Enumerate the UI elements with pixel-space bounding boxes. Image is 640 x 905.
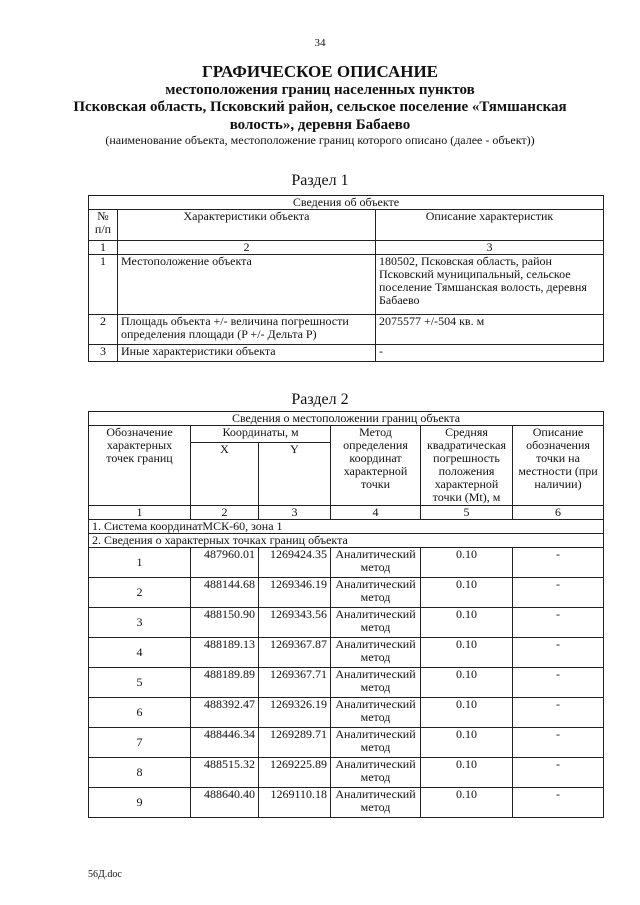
page-number: 34 — [314, 37, 326, 49]
row-number: 2 — [89, 315, 118, 345]
point-y: 1269343.56 — [259, 608, 331, 638]
section-2-title: Раздел 2 — [291, 391, 349, 408]
point-x: 488640.40 — [191, 788, 259, 818]
point-x: 488392.47 — [191, 698, 259, 728]
row-number: 1 — [89, 255, 118, 315]
point-description: - — [513, 608, 604, 638]
point-method: Аналитический метод — [331, 788, 421, 818]
point-y: 1269326.19 — [259, 698, 331, 728]
boundary-table-title: Сведения о местоположении границ объекта — [89, 412, 604, 426]
col-header-accuracy: Средняя квадратическая погрешность положения характерной точки (Mt), м — [421, 426, 513, 506]
table-row — [89, 758, 604, 788]
point-method: Аналитический метод — [331, 608, 421, 638]
table-row — [89, 638, 604, 668]
row-description: 180502, Псковская область, район Псковский муниципальный, сельское поселение Тямшанская волость, деревня Бабаево — [376, 255, 604, 315]
point-x: 488150.90 — [191, 608, 259, 638]
table-row — [89, 548, 604, 578]
table-row — [89, 728, 604, 758]
col-index: 1 — [89, 241, 118, 255]
point-accuracy: 0.10 — [421, 728, 513, 758]
points-body — [89, 548, 604, 818]
point-accuracy: 0.10 — [421, 668, 513, 698]
col-header-characteristic: Характеристики объекта — [118, 210, 376, 241]
file-name-footer: 56Д.doc — [88, 869, 122, 880]
point-description: - — [513, 638, 604, 668]
point-method: Аналитический метод — [331, 638, 421, 668]
point-number: 3 — [89, 608, 191, 638]
point-y: 1269289.71 — [259, 728, 331, 758]
row-description: - — [376, 345, 604, 362]
point-number: 6 — [89, 698, 191, 728]
object-info-table-title: Сведения об объекте — [89, 196, 604, 210]
point-description: - — [513, 578, 604, 608]
section-1-title: Раздел 1 — [291, 172, 349, 189]
col-header-x: X — [191, 443, 259, 506]
row-characteristic: Площадь объекта +/- величина погрешности определения площади (P +/- Дельта P) — [118, 315, 376, 345]
point-x: 488446.34 — [191, 728, 259, 758]
point-number: 5 — [89, 668, 191, 698]
table-row — [89, 255, 604, 315]
point-number: 7 — [89, 728, 191, 758]
col-header-number: № п/п — [89, 210, 118, 241]
col-header-y: Y — [259, 443, 331, 506]
table-row — [89, 578, 604, 608]
col-header-point-description: Описание обозначения точки на местности (при наличии) — [513, 426, 604, 506]
col-index: 6 — [513, 506, 604, 520]
point-x: 488189.89 — [191, 668, 259, 698]
subtitle-line-2: Псковская область, Псковский район, сельское поселение «Тямшанская — [73, 99, 567, 115]
subtitle-line-3: волость», деревня Бабаево — [229, 117, 411, 133]
col-header-description: Описание характеристик — [376, 210, 604, 241]
point-number: 9 — [89, 788, 191, 818]
point-description: - — [513, 758, 604, 788]
table-row — [89, 608, 604, 638]
object-info-table — [88, 195, 604, 362]
row-characteristic: Иные характеристики объекта — [118, 345, 376, 362]
point-x: 487960.01 — [191, 548, 259, 578]
col-header-coordinates: Координаты, м — [191, 426, 331, 443]
point-method: Аналитический метод — [331, 578, 421, 608]
subtitle-line-1: местоположения границ населенных пунктов — [165, 82, 475, 98]
point-number: 2 — [89, 578, 191, 608]
point-y: 1269424.35 — [259, 548, 331, 578]
point-y: 1269367.87 — [259, 638, 331, 668]
point-accuracy: 0.10 — [421, 638, 513, 668]
point-y: 1269110.18 — [259, 788, 331, 818]
point-number: 4 — [89, 638, 191, 668]
point-accuracy: 0.10 — [421, 548, 513, 578]
point-method: Аналитический метод — [331, 668, 421, 698]
point-x: 488189.13 — [191, 638, 259, 668]
col-index: 2 — [191, 506, 259, 520]
point-number: 1 — [89, 548, 191, 578]
point-description: - — [513, 668, 604, 698]
point-method: Аналитический метод — [331, 758, 421, 788]
point-method: Аналитический метод — [331, 548, 421, 578]
point-method: Аналитический метод — [331, 698, 421, 728]
point-accuracy: 0.10 — [421, 788, 513, 818]
point-method: Аналитический метод — [331, 728, 421, 758]
point-description: - — [513, 728, 604, 758]
point-description: - — [513, 788, 604, 818]
point-accuracy: 0.10 — [421, 578, 513, 608]
col-index: 5 — [421, 506, 513, 520]
col-index: 4 — [331, 506, 421, 520]
point-y: 1269346.19 — [259, 578, 331, 608]
point-y: 1269367.71 — [259, 668, 331, 698]
col-header-method: Метод определения координат характерной точки — [331, 426, 421, 506]
row-characteristic: Местоположение объекта — [118, 255, 376, 315]
point-x: 488144.68 — [191, 578, 259, 608]
object-note: (наименование объекта, местоположение границ которого описано (далее - объект)) — [105, 133, 535, 147]
boundary-points-table — [88, 411, 604, 818]
col-index: 3 — [259, 506, 331, 520]
point-number: 8 — [89, 758, 191, 788]
point-accuracy: 0.10 — [421, 758, 513, 788]
row-number: 3 — [89, 345, 118, 362]
table-row — [89, 315, 604, 345]
points-info-row: 2. Сведения о характерных точках границ объекта — [89, 534, 604, 548]
col-index: 1 — [89, 506, 191, 520]
table-row — [89, 698, 604, 728]
col-index: 2 — [118, 241, 376, 255]
point-description: - — [513, 548, 604, 578]
row-description: 2075577 +/-504 кв. м — [376, 315, 604, 345]
point-x: 488515.32 — [191, 758, 259, 788]
table-row — [89, 788, 604, 818]
table-row — [89, 668, 604, 698]
point-description: - — [513, 698, 604, 728]
point-y: 1269225.89 — [259, 758, 331, 788]
coordinate-system-row: 1. Система координатМСК-60, зона 1 — [89, 520, 604, 534]
document-title: ГРАФИЧЕСКОЕ ОПИСАНИЕ — [201, 62, 439, 81]
table-row — [89, 345, 604, 362]
col-header-designation: Обозначение характерных точек границ — [89, 426, 191, 506]
point-accuracy: 0.10 — [421, 698, 513, 728]
col-index: 3 — [376, 241, 604, 255]
point-accuracy: 0.10 — [421, 608, 513, 638]
